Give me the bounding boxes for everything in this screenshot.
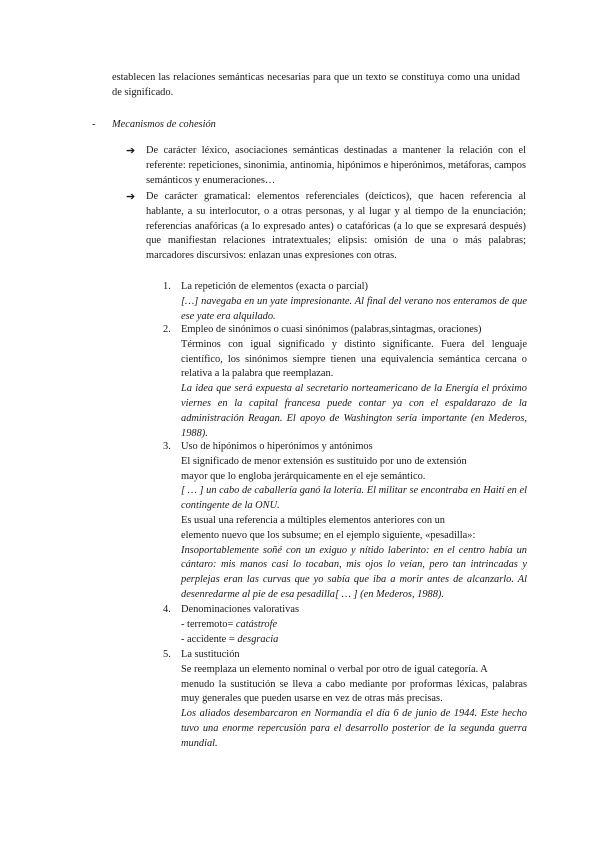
list-item-hyponyms [163,440,527,603]
item-number: 3. [163,441,171,452]
bullet-text: De carácter léxico, asociaciones semánticas destinadas a mantener la relación con el referente: repeticiones, sinonimia, antinomia, hipónimos e hiperónimos, metáforas, campos semánticos y enumeraciones… [146,145,526,186]
item-title: Denominaciones valorativas [181,604,300,615]
item-text-line: El significado de menor extensión es sustituido por uno de extensión [181,455,467,467]
example-value: desgracia [237,633,279,645]
list-item-valuative [163,603,527,647]
item-text-line: Se reemplaza un elemento nominal o verbal por otro de igual categoría. A [181,663,488,675]
section-title: Mecanismos de cohesión [112,119,216,130]
intro-paragraph: establecen las relaciones semánticas necesarias para que un texto se constituya como una unidad de significado. [112,72,520,98]
list-item-repetition [163,280,527,324]
item-title: Uso de hipónimos o hiperónimos y antónimos [181,441,373,452]
arrow-right-icon: ➔ [126,145,136,157]
valuative-example [181,633,527,648]
item-example: […] navegaba en un yate impresionante. Al final del verano nos enteramos de que ese yate era alquilado. [181,295,527,322]
bullet-lexical [126,144,526,188]
item-number: 2. [163,324,171,335]
example-term: - accidente = [181,633,238,645]
list-item-synonyms [163,323,527,441]
bullet-text: De carácter gramatical: elementos referenciales (deícticos), que hacen referencia al hablante, a su interlocutor, o a otras personas, y al lugar y al tiempo de la enunciación; referencias anafóricas (a lo expresado antes) o catafóricas (a lo que se expresará después) que manifiestan relaciones intratextuales; elipsis: omisión de una o más palabras; marcadores discursivos: enlazan unas expresiones con otras. [146,191,526,262]
item-text: menudo la sustitución se lleva a cabo mediante por proformas léxicas, palabras muy generales que pueden usarse en vez de otras más precisas. [181,678,527,705]
section-dash: - [92,119,96,130]
bullet-grammatical [126,190,526,264]
example-value: catástrofe [235,618,278,630]
item-text: Términos con igual significado y distinto significante. Fuera del lenguaje científico, los sinónimos siempre tienen una equivalencia semántica cercana o relativa a la palabra que reemplazan. [181,338,527,380]
item-example: [ … ] un cabo de caballería ganó la lotería. El militar se encontraba en Haití en el contingente de la ONU. [181,485,527,512]
item-text-line: mayor que lo engloba jerárquicamente en el eje semántico. [181,470,426,482]
item-text-line: elemento nuevo que los subsume; en el ejemplo siguiente, «pesadilla»: [181,529,476,541]
item-number: 4. [163,604,171,615]
item-number: 5. [163,649,171,660]
item-example: Insoportablemente soñé con un exiguo y nítido laberinto: en el centro había un cántaro: mis manos casi lo tocaban, mis ojos lo veían, pero tan intrincadas y perplejas eran las curvas que yo sabía que iba a morir antes de alcanzarlo. Al desenredarme al pie de esa pesadilla[ … ] (en Mederos, 1988). [181,544,527,600]
item-title: Empleo de sinónimos o cuasi sinónimos (palabras,sintagmas, oraciones) [181,324,482,335]
item-example: Los aliados desembarcaron en Normandía el día 6 de junio de 1944. Este hecho tuvo una enorme repercusión para el desarrollo posterior de la segunda guerra mundial. [181,708,527,749]
item-example: La idea que será expuesta al secretario norteamericano de la Energía el próximo viernes en la capital francesa puede contar ya con el espaldarazo de la administración Reagan. El apoyo de Washington sería importante (en Mederos, 1988). [181,383,527,439]
valuative-example [181,618,527,633]
item-number: 1. [163,281,171,292]
item-text-line: Es usual una referencia a múltiples elementos anteriores con un [181,514,445,526]
list-item-substitution [163,648,527,752]
example-term: - terremoto= [181,618,236,630]
item-title: La repetición de elementos (exacta o parcial) [181,281,368,292]
item-title: La sustitución [181,649,240,660]
arrow-right-icon: ➔ [126,191,136,203]
